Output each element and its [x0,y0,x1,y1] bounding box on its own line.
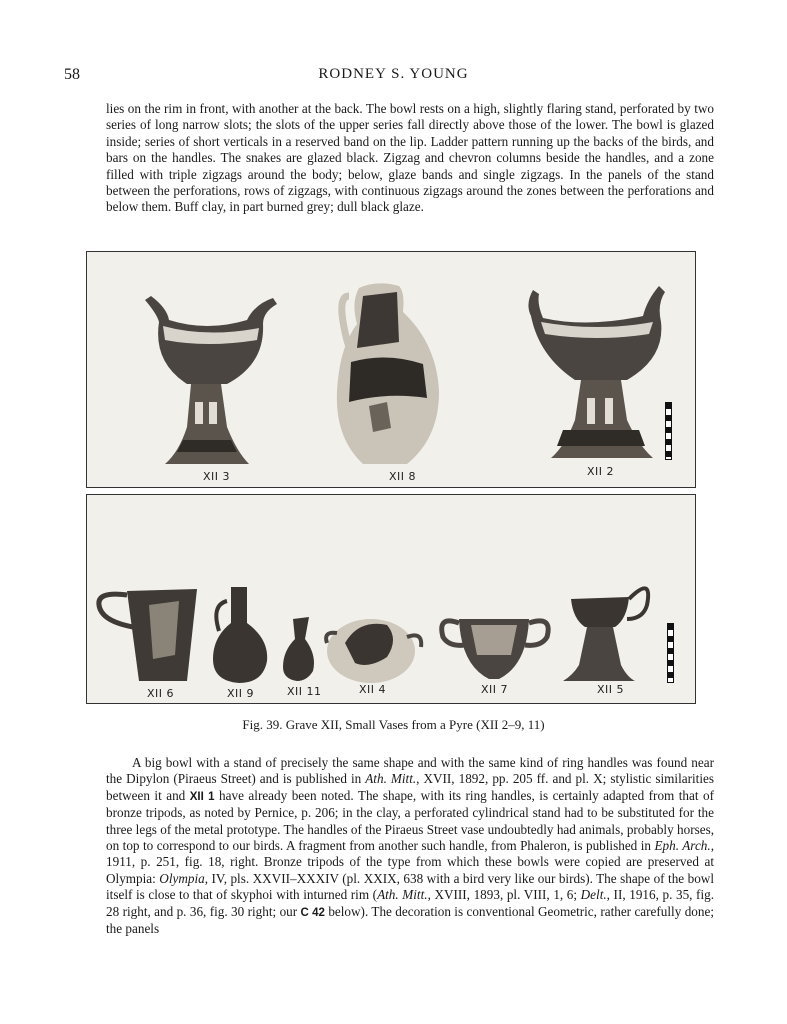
text-run: , 1911, p. 251, fig. 18, right. Bronze tripods of the type from which these bowls were copied are preserved at Olympia: [106,838,714,886]
bottom-paragraph [106,755,714,937]
citation-ath-mitt-2: Ath. Mitt. [377,887,428,903]
catalog-ref-xii-1: XII 1 [189,790,215,803]
text-run: below). The decoration is conventional Geometric, rather carefully done; the panels [106,903,714,937]
vase-xii-6 [99,589,197,681]
figure-panel-top [86,251,696,488]
figure-photo-top [87,252,695,487]
label-xii-8: XII 8 [389,470,417,483]
scale-bar-top [665,402,672,460]
scale-bar-bottom [667,623,674,683]
vase-xii-3 [145,296,277,464]
vase-xii-4 [326,619,421,683]
label-xii-2: XII 2 [587,465,615,478]
vase-xii-9 [213,587,267,683]
vase-xii-5 [563,588,648,681]
label-xii-5: XII 5 [597,683,625,696]
text-run: , XVII, 1892, pp. 205 ff. and pl. X; stylistic similarities between it and [106,771,714,803]
text-run: A big bowl with a stand of precisely the same shape and with the same kind of ring handles was found near the Dipylon (Piraeus Street) and is published in [106,755,714,787]
citation-ath-mitt: Ath. Mitt. [365,771,417,787]
catalog-ref-c-42: C 42 [300,906,325,919]
label-xii-3: XII 3 [203,470,231,483]
bottom-paragraph-text [106,755,714,937]
vase-xii-2 [528,286,665,458]
label-xii-6: XII 6 [147,687,175,700]
figure-photo-bottom [87,495,695,703]
top-paragraph-text: lies on the rim in front, with another at the back. The bowl rests on a high, slightly flaring stand, perforated by two series of long narrow slots; the slots of the upper series fall directly above those of the lower. The bowl is glazed inside; series of short verticals in a reserved band on the lip. Ladder pattern running up the backs of the birds, and bars on the handles. The snakes are glazed black. Zigzag and chevron columns beside the handles, and a zone filled with triple zigzags around the body; below, glaze bands and single zigzags. In the panels of the stand between the perforations, rows of zigzags, with continuous zigzags around the zones between the perforations and below them. Buff clay, in part burned grey; dull black glaze. [106,101,714,215]
label-xii-7: XII 7 [481,683,509,696]
top-paragraph [106,101,714,216]
label-xii-11: XII 11 [287,685,322,698]
text-run: , XVIII, 1893, pl. VIII, 1, 6; [427,887,581,903]
page-number: 58 [64,66,80,83]
vase-xii-11 [283,617,314,681]
vase-xii-7 [442,619,548,679]
text-run: , IV, pls. XXVII–XXXIV (pl. XXIX, 638 with a bird very like our birds). The shape of the bowl itself is close to that of skyphoi with inturned rim ( [106,870,714,903]
label-xii-9: XII 9 [227,687,255,700]
text-run: , II, 1916, p. 35, fig. 28 right, and p. 36, fig. 30 right; our [106,887,715,919]
figure-caption: Fig. 39. Grave XII, Small Vases from a Pyre (XII 2–9, 11) [242,717,545,732]
vase-xii-8 [337,283,439,464]
text-run: have already been noted. The shape, with its ring handles, is certainly adapted from that of bronze tripods, as noted by Pernice, p. 206; in the clay, a perforated cylindrical stand had to be substituted for the three legs of the metal prototype. The handles of the Piraeus Street vase undoubtedly had animals, probably horses, on top to correspond to our birds. A fragment from another such handle, from Phaleron, is published in [106,787,715,854]
label-xii-4: XII 4 [359,683,387,696]
citation-eph-arch: Eph. Arch. [654,838,711,854]
figure-panel-bottom [86,494,696,704]
citation-olympia: Olympia [159,870,205,886]
citation-delt: Delt. [580,887,607,903]
running-head: RODNEY S. YOUNG [318,66,469,82]
